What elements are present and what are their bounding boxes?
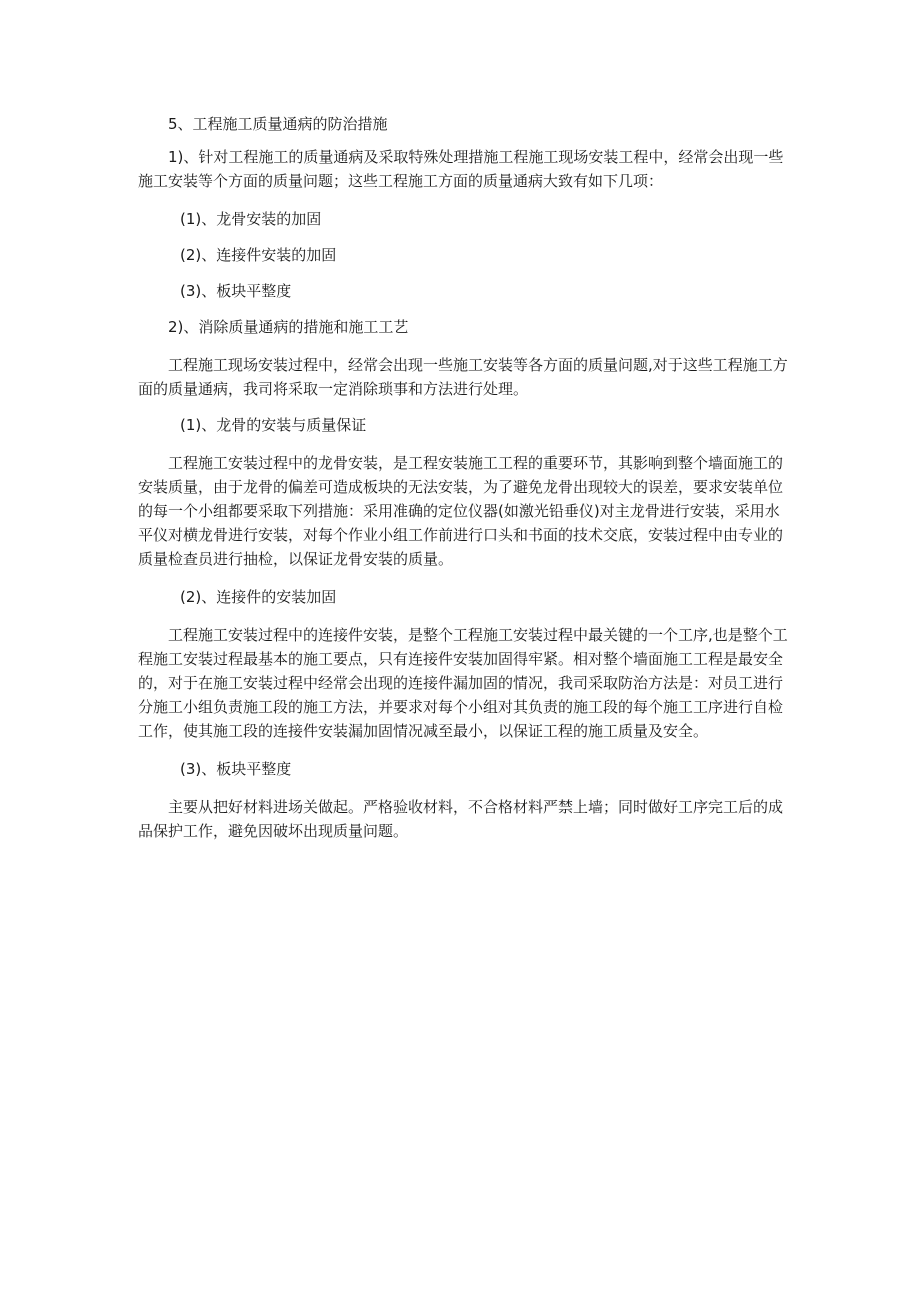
list-item-connector-reinforcement: (2)、连接件安装的加固 — [180, 246, 337, 264]
subsection-title-measures: 2)、消除质量通病的措施和施工工艺 — [168, 318, 409, 336]
paragraph-keel-installation: 工程施工安装过程中的龙骨安装，是工程安装施工工程的重要环节，其影响到整个墙面施工的安装质量，由于龙骨的偏差可造成板块的无法安装，为了避免龙骨出现较大的误差，要求安装单位的每一个小组都要采取下列措施：采用准确的定位仪器(如激光铅垂仪)对主龙骨进行安装，采用水平仪对横龙骨进行安装，对每个作业小组工作前进行口头和书面的技术交底，安装过程中由专业的质量检查员进行抽检，以保证龙骨安装的质量。 — [138, 454, 784, 568]
paragraph-panel-flatness: 主要从把好材料进场关做起。严格验收材料，不合格材料严禁上墙；同时做好工序完工后的成品保护工作，避免因破坏出现质量问题。 — [138, 798, 784, 840]
item-title-keel-installation: (1)、龙骨的安装与质量保证 — [180, 416, 367, 434]
paragraph-connector-installation: 工程施工安装过程中的连接件安装，是整个工程施工安装过程中最关键的一个工序,也是整个工程施工安装过程最基本的施工要点，只有连接件安装加固得牢紧。相对整个墙面施工工程是最安全的，对于在施工安装过程中经常会出现的连接件漏加固的情况，我司采取防治方法是：对员工进行分施工小组负责施工段的施工方法，并要求对每个小组对其负责的施工段的每个施工工序进行自检工作，使其施工段的连接件安装漏加固情况减至最小，以保证工程的施工质量及安全。 — [138, 626, 788, 740]
list-item-keel-reinforcement: (1)、龙骨安装的加固 — [180, 210, 322, 228]
paragraph-measures-intro: 工程施工现场安装过程中，经常会出现一些施工安装等各方面的质量问题,对于这些工程施工方面的质量通病，我司将采取一定消除琐事和方法进行处理。 — [138, 356, 788, 398]
list-item-panel-flatness: (3)、板块平整度 — [180, 282, 292, 300]
item-title-connector-installation: (2)、连接件的安装加固 — [180, 588, 337, 606]
document-body — [138, 112, 794, 843]
paragraph-quality-issues-intro: 1)、针对工程施工的质量通病及采取特殊处理措施工程施工现场安装工程中，经常会出现一些施工安装等个方面的质量问题；这些工程施工方面的质量通病大致有如下几项： — [138, 148, 784, 190]
section-title: 5、工程施工质量通病的防治措施 — [168, 115, 388, 133]
item-title-panel-flatness: (3)、板块平整度 — [180, 760, 292, 778]
